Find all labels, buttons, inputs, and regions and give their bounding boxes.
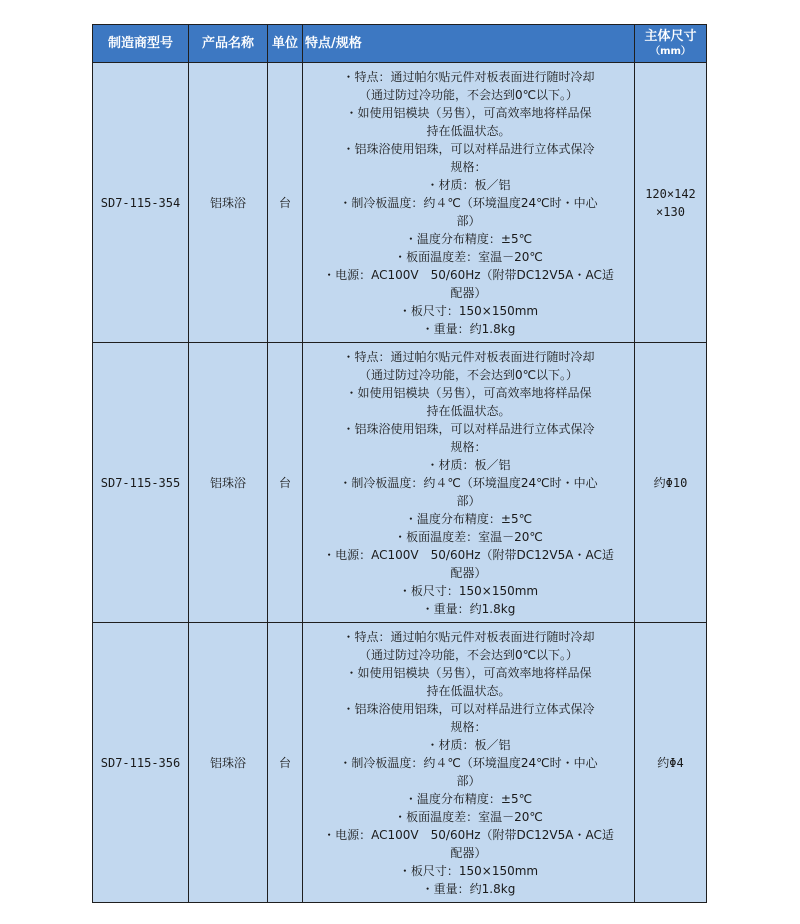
header-size-label: 主体尺寸 <box>644 28 697 44</box>
feature-line: ・温度分布精度：±5℃ <box>404 231 533 246</box>
feature-line: 配器） <box>450 285 487 300</box>
unit-cell: 台 <box>268 343 303 623</box>
feature-line: ・制冷板温度：约４℃（环境温度24℃时・中心 <box>339 475 598 490</box>
feature-line: （通过防过冷功能，不会达到0℃以下。） <box>358 87 579 102</box>
feature-line: ・铝珠浴使用铝珠，可以对样品进行立体式保冷 <box>342 421 595 436</box>
header-unit: 单位 <box>268 25 303 63</box>
product-spec-table <box>92 24 707 903</box>
feature-line: 配器） <box>450 565 487 580</box>
feature-line: 规格： <box>450 439 487 454</box>
size-line-1: 约Φ4 <box>657 755 684 770</box>
size-cell <box>635 343 707 623</box>
feature-line: 规格： <box>450 159 487 174</box>
feature-line: ・重量：约1.8kg <box>421 321 516 336</box>
feature-line: 持在低温状态。 <box>426 683 511 698</box>
product-name-cell: 铝珠浴 <box>189 623 268 903</box>
header-size <box>635 25 707 63</box>
feature-line: ・温度分布精度：±5℃ <box>404 791 533 806</box>
size-cell <box>635 623 707 903</box>
features-cell <box>303 623 635 903</box>
feature-line: 部） <box>456 493 481 508</box>
feature-line: ・电源：AC100V 50/60Hz（附带DC12V5A・AC适 <box>323 547 614 562</box>
feature-line: ・重量：约1.8kg <box>421 601 516 616</box>
table-header-row <box>93 25 707 63</box>
header-size-unit: （mm） <box>650 45 691 57</box>
feature-line: ・制冷板温度：约４℃（环境温度24℃时・中心 <box>339 195 598 210</box>
model-cell: SD7-115-355 <box>93 343 189 623</box>
feature-line: ・温度分布精度：±5℃ <box>404 511 533 526</box>
feature-line: ・电源：AC100V 50/60Hz（附带DC12V5A・AC适 <box>323 267 614 282</box>
feature-line: 规格： <box>450 719 487 734</box>
feature-line: ・材质：板／铝 <box>426 457 511 472</box>
size-line-2: ×130 <box>656 204 685 219</box>
features-cell <box>303 63 635 343</box>
feature-line: ・如使用铝模块（另售），可高效率地将样品保 <box>345 665 592 680</box>
feature-line: ・板尺寸：150×150mm <box>398 303 539 318</box>
feature-line: ・特点：通过帕尔贴元件对板表面进行随时冷却 <box>342 69 595 84</box>
feature-line: 持在低温状态。 <box>426 403 511 418</box>
feature-line: ・铝珠浴使用铝珠，可以对样品进行立体式保冷 <box>342 141 595 156</box>
feature-line: ・电源：AC100V 50/60Hz（附带DC12V5A・AC适 <box>323 827 614 842</box>
feature-line: ・板尺寸：150×150mm <box>398 863 539 878</box>
feature-line: ・重量：约1.8kg <box>421 881 516 896</box>
size-line-1: 120×142 <box>645 186 696 201</box>
header-model: 制造商型号 <box>93 25 189 63</box>
feature-line: 配器） <box>450 845 487 860</box>
size-line-1: 约Φ10 <box>653 475 688 490</box>
model-cell: SD7-115-354 <box>93 63 189 343</box>
feature-line: 部） <box>456 213 481 228</box>
feature-line: ・材质：板／铝 <box>426 177 511 192</box>
feature-line: 持在低温状态。 <box>426 123 511 138</box>
feature-line: ・板面温度差：室温－20℃ <box>394 249 543 264</box>
size-cell <box>635 63 707 343</box>
feature-line: ・制冷板温度：约４℃（环境温度24℃时・中心 <box>339 755 598 770</box>
feature-line: ・板面温度差：室温－20℃ <box>394 809 543 824</box>
table-row <box>93 63 707 343</box>
table-row <box>93 343 707 623</box>
unit-cell: 台 <box>268 623 303 903</box>
feature-line: ・特点：通过帕尔贴元件对板表面进行随时冷却 <box>342 629 595 644</box>
product-name-cell: 铝珠浴 <box>189 63 268 343</box>
model-cell: SD7-115-356 <box>93 623 189 903</box>
feature-line: ・如使用铝模块（另售），可高效率地将样品保 <box>345 105 592 120</box>
feature-line: （通过防过冷功能，不会达到0℃以下。） <box>358 647 579 662</box>
header-product-name: 产品名称 <box>189 25 268 63</box>
feature-line: ・材质：板／铝 <box>426 737 511 752</box>
product-name-cell: 铝珠浴 <box>189 343 268 623</box>
feature-line: （通过防过冷功能，不会达到0℃以下。） <box>358 367 579 382</box>
feature-line: ・板面温度差：室温－20℃ <box>394 529 543 544</box>
feature-line: ・板尺寸：150×150mm <box>398 583 539 598</box>
unit-cell: 台 <box>268 63 303 343</box>
feature-line: ・特点：通过帕尔贴元件对板表面进行随时冷却 <box>342 349 595 364</box>
features-cell <box>303 343 635 623</box>
table-row <box>93 623 707 903</box>
feature-line: 部） <box>456 773 481 788</box>
feature-line: ・如使用铝模块（另售），可高效率地将样品保 <box>345 385 592 400</box>
feature-line: ・铝珠浴使用铝珠，可以对样品进行立体式保冷 <box>342 701 595 716</box>
header-features: 特点/规格 <box>303 25 635 63</box>
